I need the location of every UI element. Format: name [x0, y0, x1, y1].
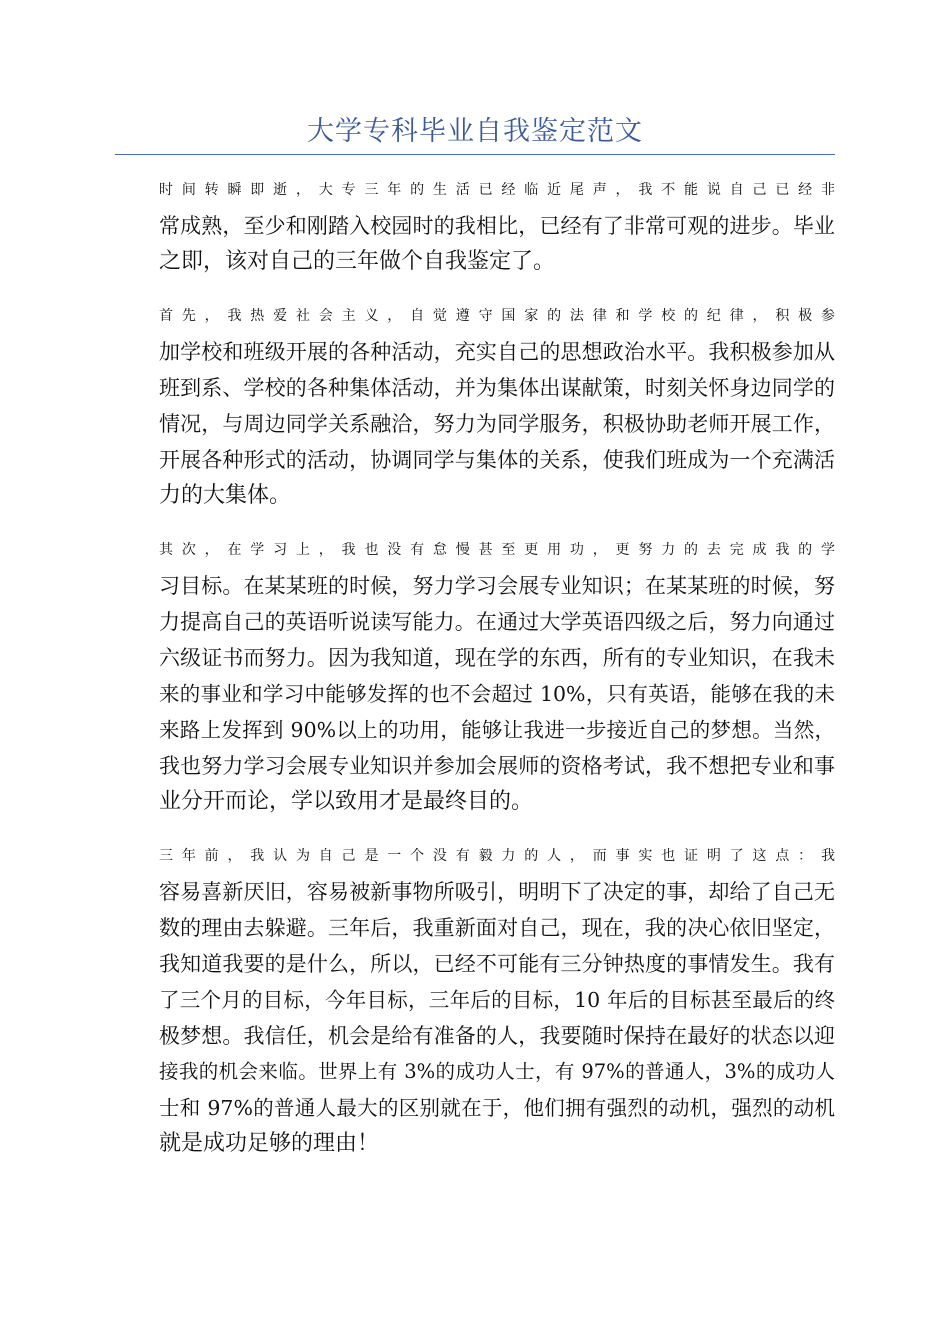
- text-line: 我知道我要的是什么，所以，已经不可能有三分钟热度的事情发生。我有: [159, 952, 835, 976]
- text-line: 接我的机会来临。世界上有 3%的成功人士，有 97%的普通人，3%的成功人: [159, 1060, 835, 1083]
- text-line: 我也努力学习会展专业知识并参加会展师的资格考试，我不想把专业和事: [159, 754, 835, 778]
- text-line: 习目标。在某某班的时候，努力学习会展专业知识；在某某班的时候，努: [159, 574, 835, 598]
- text-line: 容易喜新厌旧，容易被新事物所吸引，明明下了决定的事，却给了自己无: [159, 880, 835, 904]
- paragraph-3: [115, 532, 835, 820]
- text-line: 业分开而论，学以致用才是最终目的。: [159, 789, 534, 814]
- text-line: 首先，我热爱社会主义，自觉遵守国家的法律和学校的纪律，积极参: [159, 308, 835, 324]
- text-line: 数的理由去躲避。三年后，我重新面对自己，现在，我的决心依旧坚定，: [159, 916, 835, 940]
- text-line: 来路上发挥到 90%以上的功用，能够让我进一步接近自己的梦想。当然，: [159, 718, 835, 742]
- paragraph-4: [115, 838, 835, 1162]
- text-line: 六级证书而努力。因为我知道，现在学的东西，所有的专业知识，在我未: [159, 646, 835, 670]
- text-line: 三年前，我认为自己是一个没有毅力的人，而事实也证明了这点：我: [159, 848, 835, 864]
- text-line: 其次，在学习上，我也没有怠慢甚至更用功，更努力的去完成我的学: [159, 542, 835, 558]
- text-line: 情况，与周边同学关系融洽，努力为同学服务，积极协助老师开展工作，: [159, 412, 835, 436]
- text-line: 力的大集体。: [159, 483, 292, 508]
- text-line: 就是成功足够的理由！: [159, 1131, 380, 1156]
- paragraph-2: [115, 298, 835, 514]
- title-underline: [115, 154, 835, 155]
- text-line: 了三个月的目标，今年目标，三年后的目标，10 年后的目标甚至最后的终: [159, 988, 835, 1012]
- text-line: 士和 97%的普通人最大的区别就在于，他们拥有强烈的动机，强烈的动机: [159, 1096, 835, 1120]
- text-line: 力提高自己的英语听说读写能力。在通过大学英语四级之后，努力向通过: [159, 610, 835, 634]
- text-line: 常成熟，至少和刚踏入校园时的我相比，已经有了非常可观的进步。毕业: [159, 214, 835, 238]
- document-body: [115, 172, 835, 1180]
- text-line: 时间转瞬即逝，大专三年的生活已经临近尾声，我不能说自己已经非: [159, 182, 835, 198]
- text-line: 开展各种形式的活动，协调同学与集体的关系，使我们班成为一个充满活: [159, 448, 835, 472]
- text-line: 之即，该对自己的三年做个自我鉴定了。: [159, 249, 556, 274]
- text-line: 班到系、学校的各种集体活动，并为集体出谋献策，时刻关怀身边同学的: [159, 376, 835, 400]
- document-title: 大学专科毕业自我鉴定范文: [307, 116, 643, 147]
- paragraph-1: [115, 172, 835, 280]
- text-line: 来的事业和学习中能够发挥的也不会超过 10%，只有英语，能够在我的未: [159, 682, 835, 706]
- text-line: 极梦想。我信任，机会是给有准备的人，我要随时保持在最好的状态以迎: [159, 1024, 835, 1048]
- text-line: 加学校和班级开展的各种活动，充实自己的思想政治水平。我积极参加从: [159, 340, 835, 364]
